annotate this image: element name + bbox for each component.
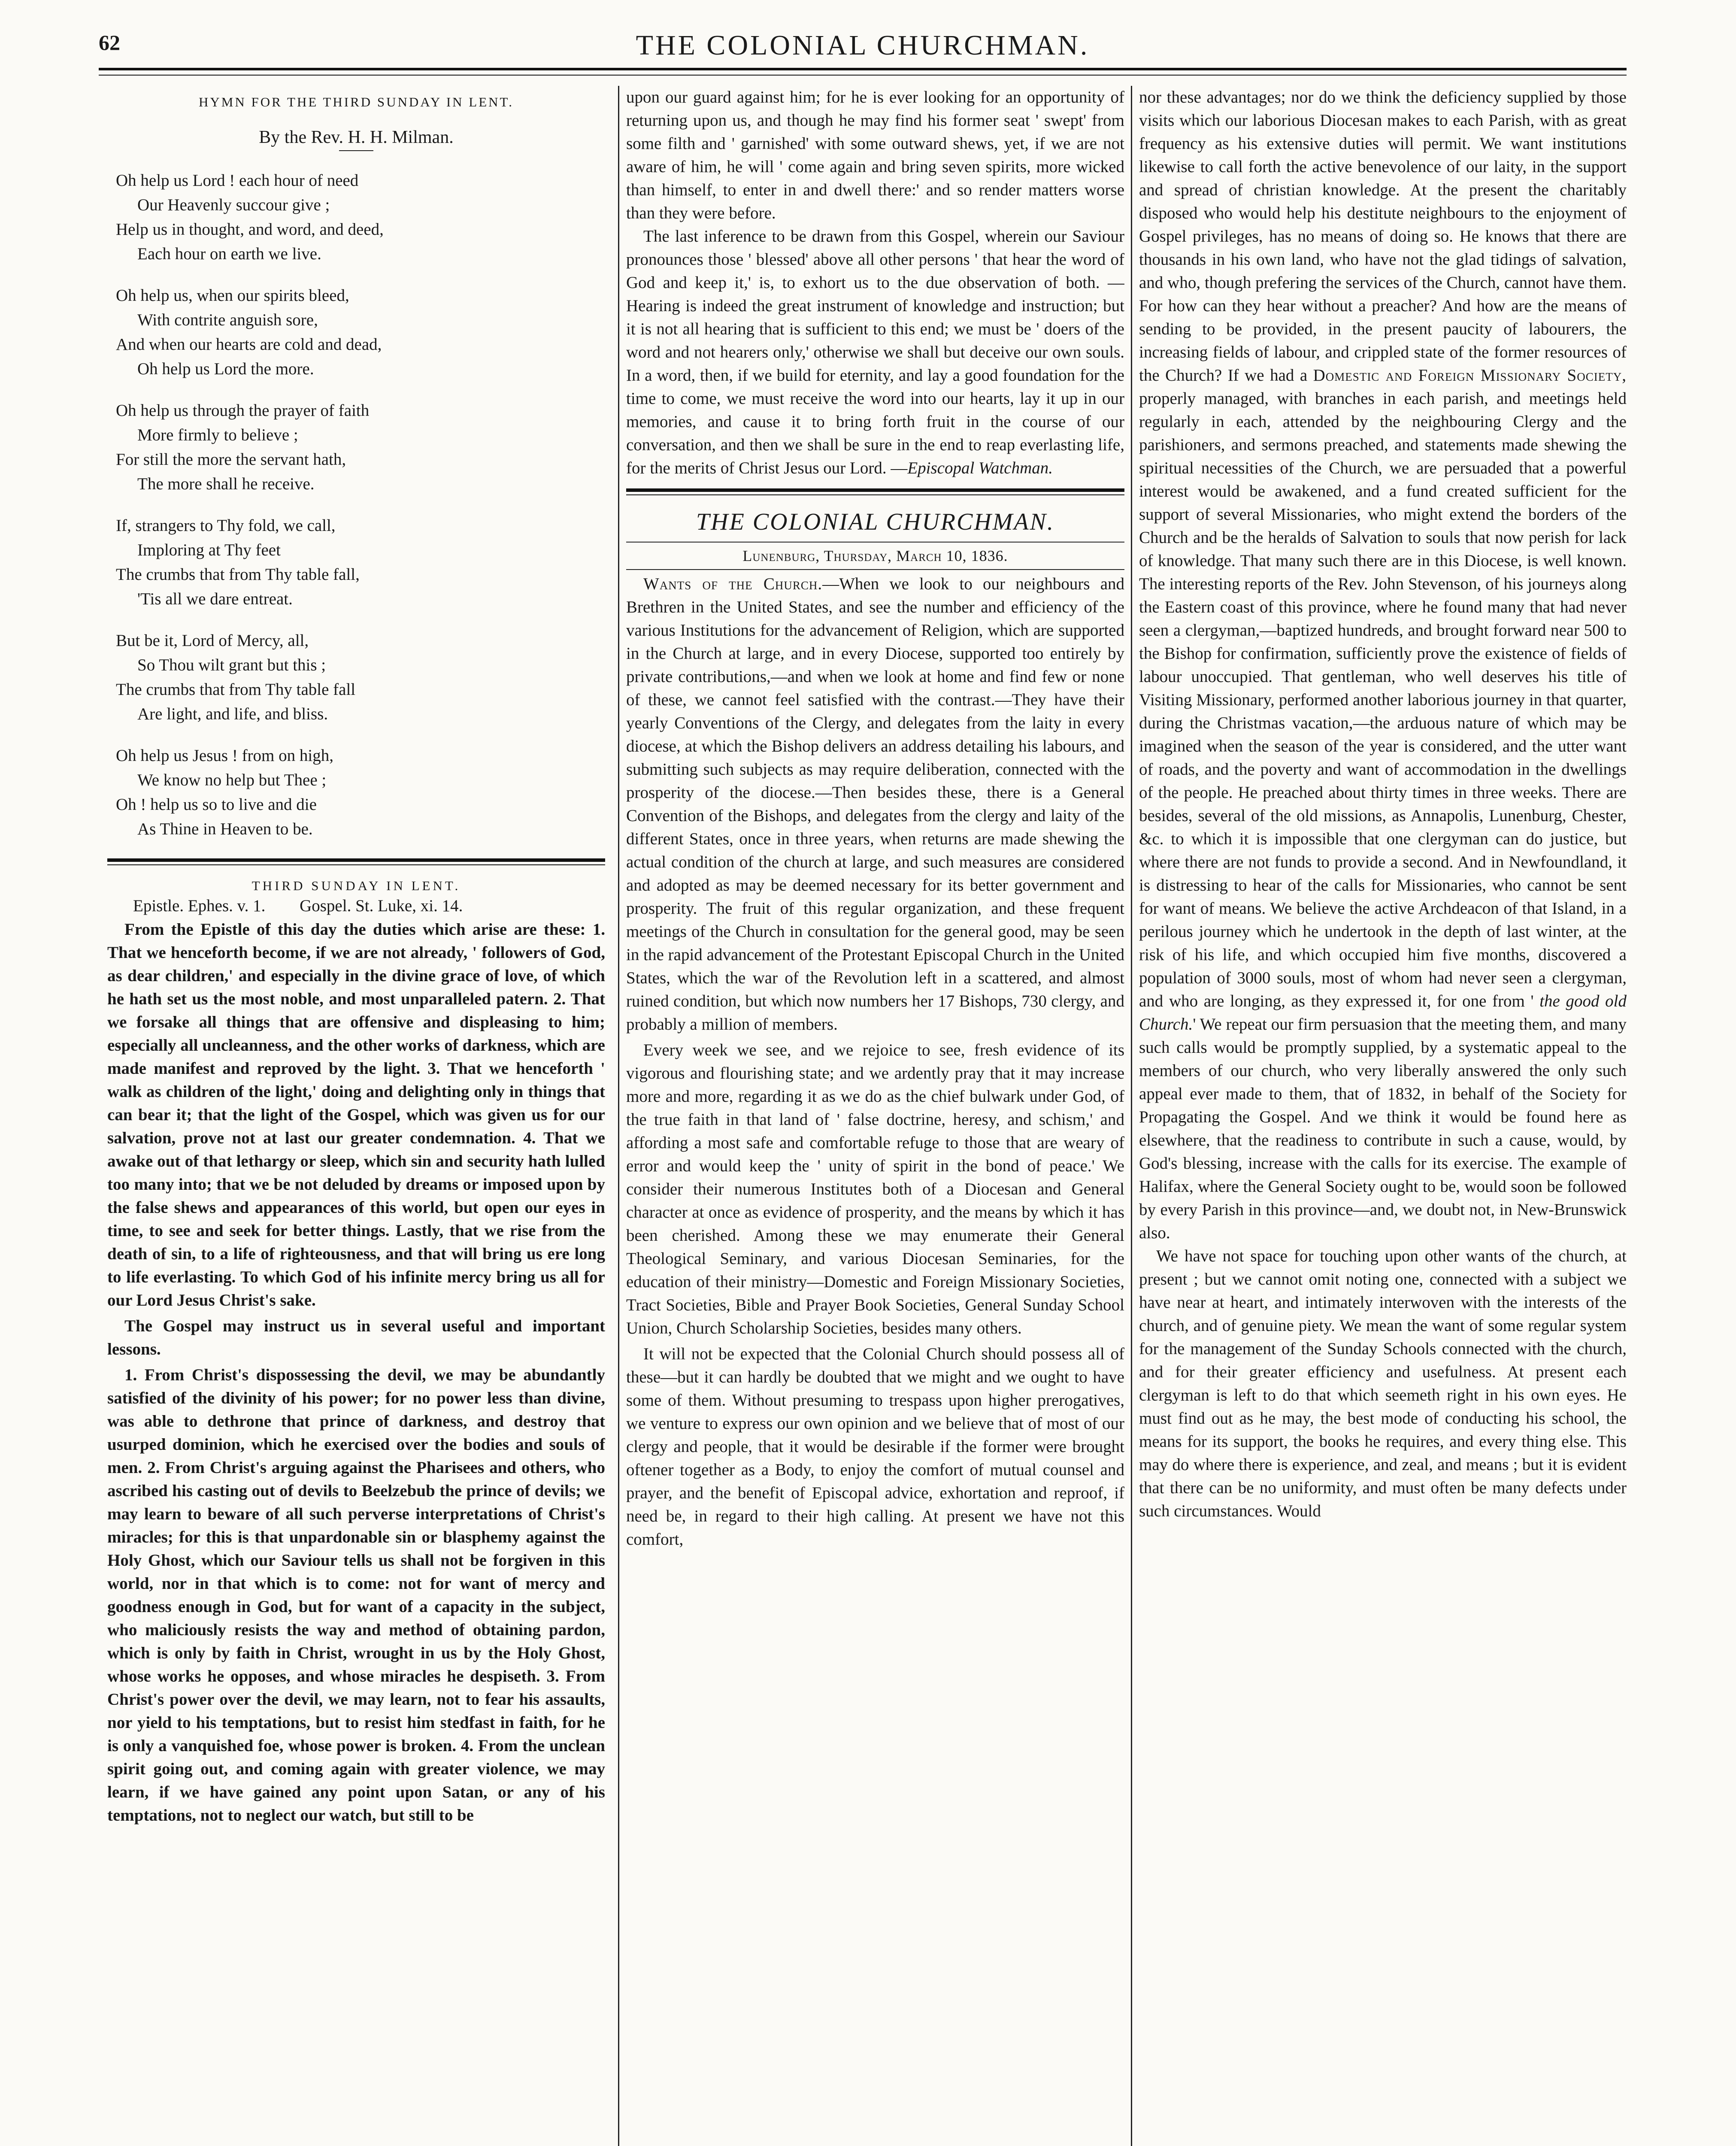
gospel-reference: Gospel. St. Luke, xi. 14. — [300, 897, 463, 915]
epistle-reference: Epistle. Ephes. v. 1. — [133, 897, 266, 915]
hymn-line: So Thou wilt grant but this ; — [137, 656, 326, 674]
hymn-line: As Thine in Heaven to be. — [137, 820, 313, 838]
hymn-line: Oh ! help us so to live and die — [116, 795, 317, 814]
editorial-text: —When we look to our neighbours and Brethren in the United States, and see the number and efficiency of the various Institutions for the advancement of Religion, which are supported in the Church at large, and in every Diocese, supported too entirely by private contributions,—and when we look at home and find few or none of these, we cannot feel satisfied with the contrast.—They have their yearly Conventions of the Clergy, and delegates from the laity in every diocese, at which the Bishop delivers an address detailing his labours, and submitting such subjects as may require deliberation, connected with the prosperity of the diocese.—Then besides these, there is a General Convention of the Bishops, and delegates from the clergy and laity of the different States, once in three years, when returns are made shewing the actual condition of the church at large, and such measures are considered and adopted as may be deemed necessary for its better government and prosperity. The fruit of this regular organization, and these frequent meetings of the Church in consultation for the general good, may be seen in the rapid advancement of the Protestant Episcopal Church in the United States, which the war of the Revolution left in a scattered, and almost ruined condition, but which now numbers her 17 Bishops, 730 clergy, and probably a million of members. — [626, 575, 1124, 1034]
hymn-line: And when our hearts are cold and dead, — [116, 335, 382, 354]
running-title: THE COLONIAL CHURCHMAN. — [636, 30, 1090, 61]
hymn-line: We know no help but Thee ; — [137, 771, 327, 789]
editorial-text: ' We repeat our firm persuasion that the meeting them, and many such calls would be promptly supplied, by a systematic appeal to the members of our church, who very liberally answered the only such appeal ever made to them, that of 1832, in behalf of the Society for Propagating the Gospel. And we think it would be found here as elsewhere, that the readiness to contribute in such a cause, would, by God's blessing, increase with the calls for its exercise. The example of Halifax, where the General Society ought to be, would soon be followed by every Parish in this province—and, we doubt not, in New-Brunswick also. — [1139, 1015, 1627, 1242]
hymn-line: Each hour on earth we live. — [137, 245, 321, 263]
sermon-continued: upon our guard against him; for he is ever looking for an opportunity of returning upon us, and though he may find his former seat ' swept' from some filth and ' garnished' with some outward shews, yet, if we are not aware of him, he will ' come again and bring seven spirits, more wicked than himself, to enter in and dwell there:' and so render matters worse than they were before. — [626, 88, 1124, 222]
society-name: Domestic and Foreign Missionary Society, — [1313, 366, 1627, 385]
hymn-line: With contrite anguish sore, — [137, 311, 318, 329]
editorial-text: properly managed, with branches in each parish, and meetings held regularly in each, attended by the neighbouring Clergy and the parishioners, and sermons preached, and statements made shewing the spiritual necessities of the Church, we are persuaded that a powerful interest would be awakened, and a fund created sufficient for the support of several Missionaries, who might extend the borders of the Church and be the heralds of Salvation to souls that now perish for lack of knowledge. That many such there are in this Diocese, is well known. The interesting reports of the Rev. John Stevenson, of his journeys along the Eastern coast of this province, where he found many that had never seen a clergyman,—baptized hundreds, and brought forward near 500 to the Bishop for confirmation, sufficiently prove the existence of fields of labour unoccupied. That gentleman, who well deserves his title of Visiting Missionary, performed another laborious journey in that quarter, during the Christmas vacation,—the arduous nature of which may be imagined when the season of the year is considered, and the utter want of roads, and the poverty and want of accommodation in the dwellings of the people. He preached about thirty times in three weeks. There are besides, several of the old missions, as Annapolis, Lunenburg, Chester, &c. to which it is impossible that one clergyman can do justice, but where there are not funds to provide a second. And in Newfoundland, it is distressing to hear of the calls for Missionaries, who cannot be sent for want of means. We believe the active Archdeacon of that Island, in a perilous journey which he undertook in the depth of last winter, at the risk of his life, and which occupied him five months, discovered a population of 3000 souls, most of whom had never seen a clergyman, and who are longing, as they expressed it, for one from ' — [1139, 389, 1627, 1010]
column-2 — [618, 86, 1124, 2146]
hymn-line: Oh help us through the prayer of faith — [116, 401, 370, 420]
hymn-line: Are light, and life, and bliss. — [137, 705, 328, 723]
hymn-line: Oh help us, when our spirits bleed, — [116, 286, 349, 305]
hymn-line: The crumbs that from Thy table fall — [116, 680, 356, 699]
sermon-text: The last inference to be drawn from this Gospel, wherein our Saviour pronounces those ' blessed' above all other persons ' that hear the word of God and keep it,' is, to exhort us to the due observation of both. — Hearing is indeed the great instrument of knowledge and instruction; but it is not all hearing that is sufficient to this end; we must be ' doers of the word and not hearers only,' otherwise we shall but deceive our own souls. In a word, then, if we build for eternity, and lay a good foundation for the time to come, we must receive the word into our hearts, lay it up in our memories, and cause it to bring forth fruit in the course of our conversation, and then we shall be sure in the end to reap everlasting life, for the merits of Christ Jesus our Lord. — — [626, 227, 1124, 477]
hymn-line: The more shall he receive. — [137, 475, 315, 493]
hymn-title: HYMN FOR THE THIRD SUNDAY IN LENT. — [199, 94, 514, 109]
thin-rule — [626, 569, 1124, 570]
hymn-stanza — [116, 168, 605, 266]
editorial-paragraph: It will not be expected that the Colonial Church should possess all of these—but it can hardly be doubted that we might and we ought to have some of them. Without presuming to trespass upon higher prerogatives, we venture to express our own opinion and we believe that of most of our clergy and people, that it would be desirable if the former were brought oftener together as a Body, to enjoy the comfort of mutual counsel and prayer, and the benefit of Episcopal advice, exhortation and reproof, if need be, in regard to their high calling. At present we have not this comfort, — [626, 1345, 1124, 1549]
hymn-line: Oh help us Lord ! each hour of need — [116, 171, 359, 190]
section-rule — [107, 858, 605, 865]
editorial-paragraph: We have not space for touching upon other wants of the church, at present ; but we cannot omit noting one, connected with a subject we have near at heart, and intimately interwoven with the interests of the church, and of genuine piety. We mean the want of some regular system for the management of the Sunday Schools connected with the church, and for their greater efficiency and usefulness. At present each clergyman is left to do that which seemeth right in his own eyes. He must find out as he may, the best mode of conducting his school, the means for its support, the books he requires, and every thing else. This may do where there is experience, and zeal, and means ; but it is evident that there can be no uniformity, and must often be many defects under such circumstances. Would — [1139, 1247, 1627, 1520]
hymn-author: By the Rev. H. H. Milman. — [259, 127, 454, 147]
hymn-line: Our Heavenly succour give ; — [137, 196, 330, 214]
hymn-line: Imploring at Thy feet — [137, 541, 281, 559]
page-number: 62 — [99, 30, 120, 55]
hymn-stanza — [116, 628, 605, 726]
hymn-line: Help us in thought, and word, and deed, — [116, 220, 384, 239]
hymn-line: For still the more the servant hath, — [116, 450, 346, 469]
hymn-stanza — [116, 283, 605, 381]
dateline: Lunenburg, Thursday, March 10, 1836. — [742, 547, 1008, 564]
thin-rule — [626, 542, 1124, 543]
lesson-references — [133, 896, 605, 915]
editorial-continued — [1139, 86, 1627, 1245]
hymn-stanza — [116, 513, 605, 611]
hymn-line: The crumbs that from Thy table fall, — [116, 565, 360, 584]
hymn-line: More firmly to believe ; — [137, 426, 298, 444]
sermon-continued — [626, 225, 1124, 480]
column-3 — [1131, 86, 1627, 2146]
quoted-phrase: the good old Church. — [1139, 992, 1627, 1034]
source-credit: Episcopal Watchman. — [907, 459, 1053, 477]
paper-title: THE COLONIAL CHURCHMAN. — [696, 509, 1054, 535]
short-rule — [339, 150, 373, 151]
column-1 — [107, 86, 605, 2146]
hymn-line: 'Tis all we dare entreat. — [137, 590, 293, 608]
hymn-line: But be it, Lord of Mercy, all, — [116, 631, 309, 650]
masthead — [99, 26, 1627, 73]
sermon-paragraph: From the Epistle of this day the duties which arise are these: 1. That we henceforth become, if we are not already, ' followers of God, as dear children,' and especially in the divine grace of love, of which he hath set us the most noble, and most unparalleled patern. 2. That we forsake all things that are offensive and displeasing to him; especially all uncleanness, and the other works of darkness, which are made manifest and reproved by the light. 3. That we henceforth ' walk as children of the light,' doing and delighting only in things that can bear it; that the light of the Gospel, which was given us for our salvation, prove not at last our greater condemnation. 4. That we awake out of that lethargy or sleep, which sin and security hath lulled too many into; that we be not deluded by dreams or imposed upon by the false shews and appearances of this world, but open our eyes in time, to see and seek for better things. Lastly, that we rise from the death of sin, to a life of righteousness, and that will bring us ere long to life everlasting. To which God of his infinite mercy bring us all for our Lord Jesus Christ's sake. — [107, 920, 605, 1309]
hymn-stanza — [116, 743, 605, 841]
hymn-line: Oh help us Lord the more. — [137, 360, 314, 378]
editorial-lead: Wants of the Church. — [643, 575, 823, 593]
sermon-paragraph: The Gospel may instruct us in several useful and important lessons. — [107, 1317, 605, 1358]
editorial-paragraph — [626, 573, 1124, 1036]
hymn-line: If, strangers to Thy fold, we call, — [116, 516, 336, 535]
sermon-paragraph: 1. From Christ's dispossessing the devil, we may be abundantly satisfied of the divinity of his power; for no power less than divine, was able to dethrone that prince of darkness, and destroy that usurped dominion, which he exercised over the bodies and souls of men. 2. From Christ's arguing against the Pharisees and others, who ascribed his casting out of devils to Beelzebub the prince of devils; we may learn to beware of all such perverse interpretations of Christ's miracles; for this is that unpardonable sin or blasphemy against the Holy Ghost, which our Saviour tells us shall not be forgiven in this world, nor in that which is to come: not for want of mercy and goodness enough in God, but for want of a capacity in the subject, who maliciously resists the way and method of obtaining pardon, which is only by faith in Christ, wrought in us by the Holy Ghost, whose works he opposes, and whose miracles he despiseth. 3. From Christ's power over the devil, we may learn, not to fear his assaults, nor yield to his temptations, but to resist him stedfast in faith, for he is only a vanquished foe, whose power is broken. 4. From the unclean spirit going out, and coming again with greater violence, we may learn, if we have gained any point upon Satan, or any of his temptations, not to neglect our watch, but still to be — [107, 1366, 605, 1825]
section-rule — [626, 488, 1124, 495]
editorial-text: nor these advantages; nor do we think the deficiency supplied by those visits which our laborious Diocesan makes to each Parish, with as great frequency as his extensive duties will permit. We want institutions likewise to call forth the active benevolence of our laity, in the support and spread of christian knowledge. At the present the charitably disposed who would help his destitute neighbours to the enjoyment of Gospel privileges, has no means of doing so. He knows that there are thousands in his own land, who have not the glad tidings of salvation, and who, though prefering the services of the Church, cannot have them. For how can they hear without a preacher? And how are the means of sending to be provided, in the present paucity of labourers, the increasing fields of labour, and crippled state of the former resources of the Church? If we had a — [1139, 88, 1627, 385]
header-rule — [99, 68, 1627, 76]
sermon-heading: THIRD SUNDAY IN LENT. — [251, 878, 461, 893]
hymn-stanza — [116, 398, 605, 496]
hymn-line: Oh help us Jesus ! from on high, — [116, 746, 333, 765]
editorial-paragraph: Every week we see, and we rejoice to see, fresh evidence of its vigorous and flourishing state; and we ardently pray that it may increase more and more, regarding it as we do as the chief bulwark under God, of the true faith in that land of ' false doctrine, heresy, and schism,' and affording a most safe and comfortable refuge to those that are weary of error and would keep the ' unity of spirit in the bond of peace.' We consider their numerous Institutes both of a Diocesan and General character at once as evidence of prosperity, and the means by which it has been cherished. Among these we may enumerate their General Theological Seminary, and various Diocesan Seminaries, for the education of their ministry—Domestic and Foreign Missionary Societies, Tract Societies, Bible and Prayer Book Societies, General Sunday School Union, Church Scholarship Societies, besides many others. — [626, 1041, 1124, 1337]
